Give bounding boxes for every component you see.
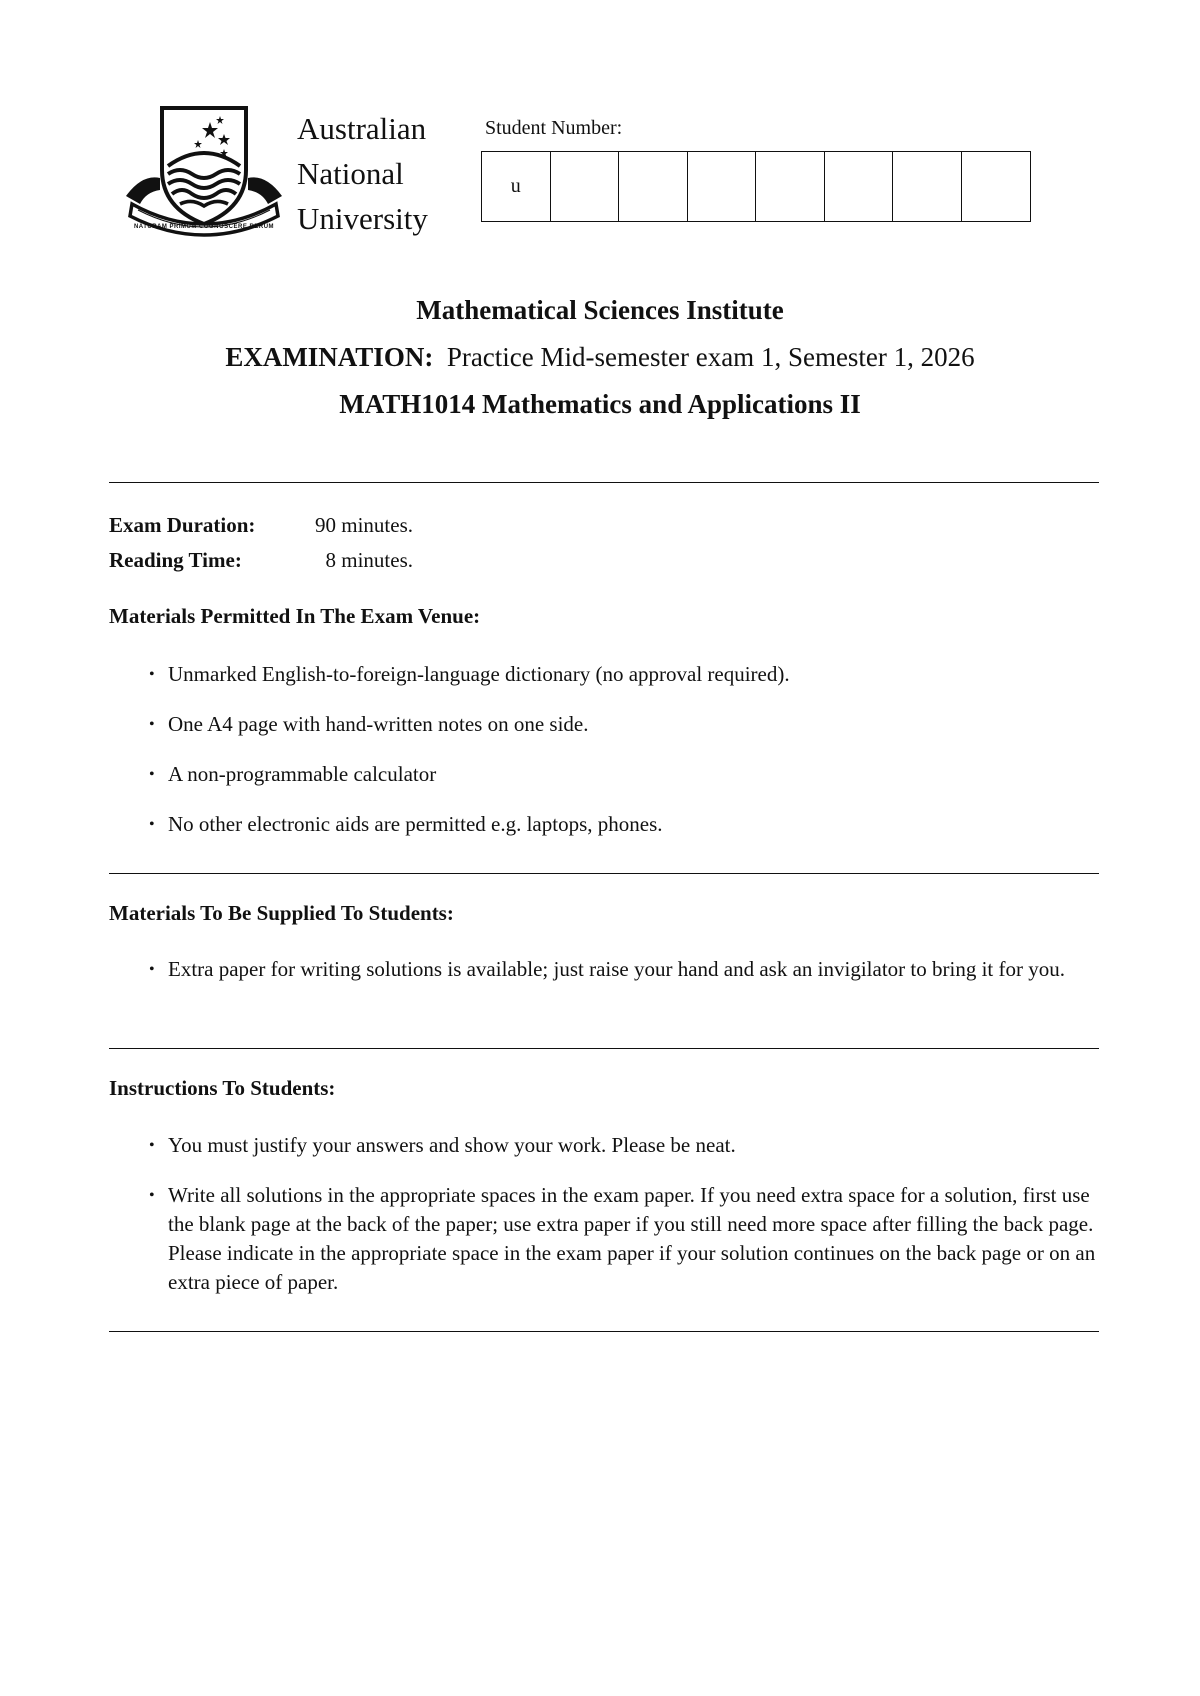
exam-duration-label: Exam Duration: (109, 513, 256, 537)
university-name-line: Australian (297, 111, 427, 146)
reading-time-label: Reading Time: (109, 548, 242, 572)
reading-time-value: 8 minutes. (325, 548, 413, 572)
student-number-box[interactable]: u (482, 152, 551, 221)
student-number-box[interactable] (893, 152, 962, 221)
course-title: MATH1014 Mathematics and Applications II (339, 389, 861, 419)
exam-title (0, 342, 1200, 373)
exam-duration-value: 90 minutes. (315, 513, 413, 537)
student-number-box[interactable] (688, 152, 757, 221)
anu-crest-icon (124, 104, 284, 238)
supplied-heading: Materials To Be Supplied To Students: (109, 901, 454, 925)
exam-label: EXAMINATION: (225, 342, 434, 372)
supplied-list (109, 955, 1099, 984)
exam-duration-row (109, 513, 413, 538)
permitted-heading: Materials Permitted In The Exam Venue: (109, 604, 481, 628)
reading-time-row (109, 548, 413, 573)
list-item: • A non-programmable calculator (109, 760, 1099, 789)
divider (109, 1048, 1099, 1049)
student-number-boxes (481, 151, 1031, 222)
student-number-box[interactable] (962, 152, 1031, 221)
student-number-box[interactable] (825, 152, 894, 221)
permitted-list (109, 660, 1099, 839)
divider (109, 1331, 1099, 1332)
list-item: • Extra paper for writing solutions is available; just raise your hand and ask an invigilator to bring it for you. (109, 955, 1099, 984)
list-item: • One A4 page with hand-written notes on one side. (109, 710, 1099, 739)
list-item: • Unmarked English-to-foreign-language dictionary (no approval required). (109, 660, 1099, 689)
list-item: • No other electronic aids are permitted e.g. laptops, phones. (109, 810, 1099, 839)
student-number-label: Student Number: (485, 117, 623, 139)
divider (109, 873, 1099, 874)
divider (109, 482, 1099, 483)
university-name-line: National (297, 156, 404, 191)
university-name (297, 106, 428, 241)
list-item: • You must justify your answers and show your work. Please be neat. (109, 1131, 1099, 1160)
exam-name: Practice Mid-semester exam 1, Semester 1, 2026 (446, 342, 975, 372)
student-number-box[interactable] (756, 152, 825, 221)
crest-motto: NATURAM PRIMUM COGNOSCERE RERUM (133, 224, 275, 230)
institute-title: Mathematical Sciences Institute (416, 295, 784, 325)
instructions-list (109, 1131, 1099, 1297)
student-number-box[interactable] (551, 152, 620, 221)
list-item: • Write all solutions in the appropriate spaces in the exam paper. If you need extra space for a solution, first use the blank page at the back of the paper; use extra paper if you still need more space after filling the back page. Please indicate in the appropriate space in the exam paper if your solution continues on the back page or on an extra piece of paper. (109, 1181, 1099, 1297)
university-name-line: University (297, 201, 428, 236)
student-number-box[interactable] (619, 152, 688, 221)
instructions-heading: Instructions To Students: (109, 1076, 336, 1100)
